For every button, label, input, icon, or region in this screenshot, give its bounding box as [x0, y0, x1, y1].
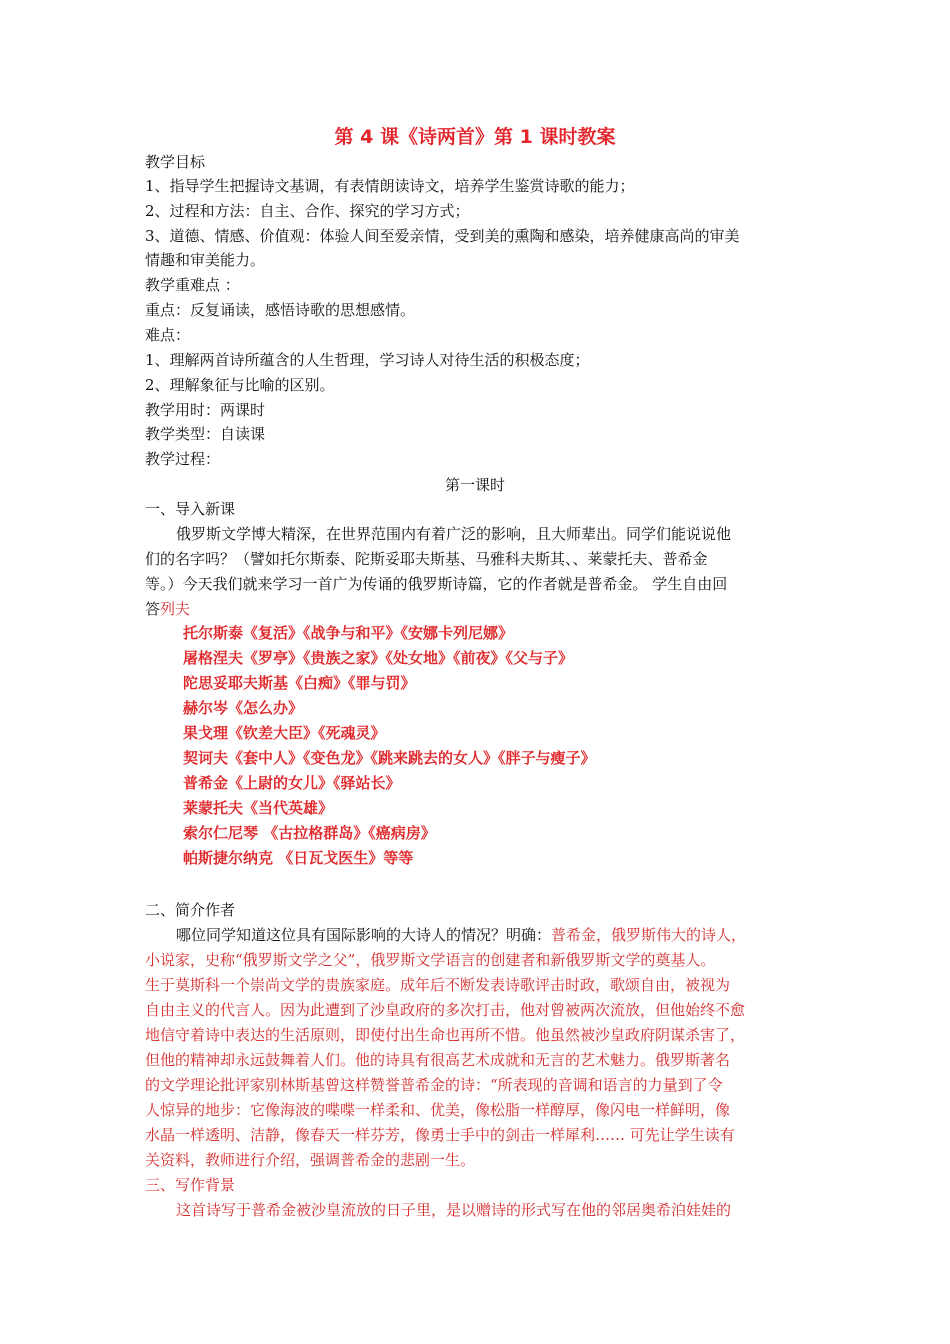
text-line-key-points-heading: 教学重难点 ：: [145, 276, 240, 294]
author-works-item: 托尔斯泰《复活》《战争与和平》《安娜卡列尼娜》: [183, 624, 514, 642]
text-line-goal-3-cont: 情趣和审美能力。: [145, 251, 266, 269]
lesson-heading: 第一课时: [444, 476, 505, 494]
section-heading-intro: 一、导入新课: [145, 500, 236, 518]
intro-answer-highlight: 列夫: [160, 600, 191, 618]
text-line-goal-1: 1、指导学生把握诗文基调，有表情朗读诗文，培养学生鉴赏诗歌的能力；: [145, 177, 635, 195]
text-line-difficulty-2: 2、理解象征与比喻的区别。: [145, 376, 335, 394]
author-works-item: 契诃夫《套中人》《变色龙》《跳来跳去的女人》《胖子与瘦子》: [183, 749, 596, 767]
author-works-item: 莱蒙托夫《当代英雄》: [183, 799, 334, 817]
text-line-difficulty-heading: 难点：: [145, 326, 191, 344]
author-paragraph-line: 生于莫斯科一个崇尚文学的贵族家庭。成年后不断发表诗歌评击时政，歌颂自由，被视为: [145, 976, 731, 994]
text-line-key-point: 重点：反复诵读，感悟诗歌的思想感情。: [145, 301, 416, 319]
intro-paragraph-line: [145, 597, 190, 621]
author-paragraph-line: 地信守着诗中表达的生活原则，即使付出生命也再所不惜。他虽然被沙皇政府阴谋杀害了，: [145, 1026, 746, 1044]
text-line-teaching-goals: 教学目标: [145, 153, 206, 171]
author-paragraph-line: 小说家，史称“俄罗斯文学之父”，俄罗斯文学语言的创建者和新俄罗斯文学的奠基人。: [145, 951, 716, 969]
section-heading-background: 三、写作背景: [145, 1176, 236, 1194]
author-paragraph-line: 但他的精神却永远鼓舞着人们。他的诗具有很高艺术成就和无言的艺术魅力。俄罗斯著名: [145, 1051, 731, 1069]
author-works-item: 赫尔岑《怎么办》: [183, 699, 304, 717]
text-line-process: 教学过程：: [145, 450, 221, 468]
page-title: 第 4 课《诗两首》第 1 课时教案: [334, 126, 616, 148]
author-paragraph-line: 关资料，教师进行介绍，强调普希金的悲剧一生。: [145, 1151, 476, 1169]
author-works-item: 陀思妥耶夫斯基《白痴》《罪与罚》: [183, 674, 416, 692]
section-heading-author: 二、简介作者: [145, 901, 236, 919]
author-works-item: 普希金《上尉的女儿》《驿站长》: [183, 774, 401, 792]
author-paragraph-line: 水晶一样透明、洁静，像春天一样芬芳，像勇士手中的剑击一样犀利…… 可先让学生读有: [145, 1126, 735, 1144]
author-paragraph-line: [176, 923, 746, 947]
author-answer: 普希金，俄罗斯伟大的诗人，: [551, 926, 747, 944]
author-works-item: 索尔仁尼琴 《古拉格群岛》《癌病房》: [183, 824, 436, 842]
intro-paragraph-line: 们的名字吗？（譬如托尔斯泰、陀斯妥耶夫斯基、马雅科夫斯其、、莱蒙托夫、普希金: [145, 550, 708, 568]
author-paragraph-line: 人惊异的地步：它像海波的喋喋一样柔和、优美，像松脂一样醇厚，像闪电一样鲜明，像: [145, 1101, 731, 1119]
author-question: 哪位同学知道这位具有国际影响的大诗人的情况？明确：: [176, 926, 552, 944]
author-paragraph-line: 自由主义的代言人。因为此遭到了沙皇政府的多次打击，他对曾被两次流放，但他始终不愈: [145, 1001, 746, 1019]
text-line-difficulty-1: 1、理解两首诗所蕴含的人生哲理，学习诗人对待生活的积极态度；: [145, 351, 590, 369]
author-works-item: 帕斯捷尔纳克 《日瓦戈医生》等等: [183, 849, 414, 867]
intro-paragraph-line: 等。）今天我们就来学习一首广为传诵的俄罗斯诗篇，它的作者就是普希金。 学生自由回: [145, 575, 728, 593]
author-paragraph-line: 的文学理论批评家别林斯基曾这样赞誉普希金的诗：“所表现的音调和语言的力量到了令: [145, 1076, 723, 1094]
background-paragraph-line: 这首诗写于普希金被沙皇流放的日子里，是以赠诗的形式写在他的邻居奥希泊娃娃的: [176, 1201, 732, 1219]
intro-answer-text: 答: [145, 600, 161, 618]
text-line-duration: 教学用时：两课时: [145, 401, 266, 419]
author-works-item: 屠格涅夫《罗亭》《贵族之家》《处女地》《前夜》《父与子》: [183, 649, 574, 667]
text-line-goal-3: 3、道德、情感、价值观：体验人间至爱亲情，受到美的熏陶和感染，培养健康高尚的审美: [145, 227, 740, 245]
author-works-item: 果戈理《钦差大臣》《死魂灵》: [183, 724, 386, 742]
text-line-lesson-type: 教学类型：自读课: [145, 425, 266, 443]
text-line-goal-2: 2、过程和方法：自主、合作、探究的学习方式；: [145, 202, 470, 220]
intro-paragraph-line: 俄罗斯文学博大精深，在世界范围内有着广泛的影响，且大师辈出。同学们能说说他: [176, 525, 732, 543]
